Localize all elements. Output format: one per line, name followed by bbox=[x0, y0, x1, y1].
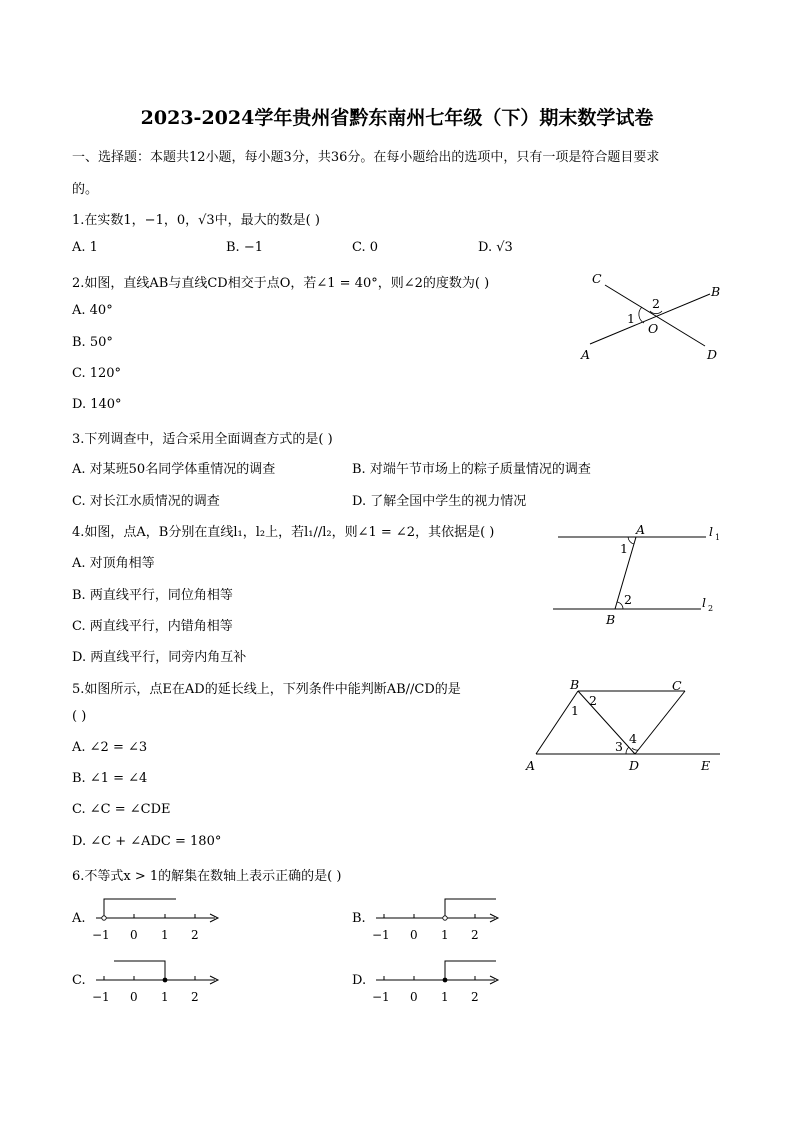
open-endpoint bbox=[102, 916, 106, 920]
q4-option-c[interactable]: C. 两直线平行，内错角相等 bbox=[72, 619, 233, 634]
question-text: 如图所示，点E在AD的延长线上，下列条件中能判断AB//CD的是 bbox=[84, 682, 461, 697]
question-text: 如图，直线AB与直线CD相交于点O，若∠1 = 40°，则∠2的度数为( ) bbox=[84, 276, 490, 291]
question-number: 6. bbox=[72, 869, 85, 884]
tick-label: −1 bbox=[372, 990, 390, 1004]
question-number: 5. bbox=[72, 682, 85, 697]
open-endpoint bbox=[443, 916, 447, 920]
segment-ab bbox=[536, 691, 578, 754]
q3-option-c[interactable]: C. 对长江水质情况的调查 bbox=[72, 494, 220, 509]
angle-3-label: 3 bbox=[615, 739, 623, 754]
section-header-line2: 的。 bbox=[72, 182, 99, 197]
label-l2-subscript: 2 bbox=[708, 604, 714, 613]
angle-1-label: 1 bbox=[627, 311, 635, 326]
label-l1-subscript: 1 bbox=[715, 533, 721, 542]
q1-option-d[interactable]: D. √3 bbox=[478, 240, 513, 255]
section-header-line1: 一、选择题：本题共12小题，每小题3分，共36分。在每小题给出的选项中，只有一项是符合题目要求 bbox=[72, 150, 660, 165]
label-b: B bbox=[711, 284, 721, 299]
closed-endpoint bbox=[443, 978, 448, 983]
q2-option-d[interactable]: D. 140° bbox=[72, 397, 122, 412]
q2-option-c[interactable]: C. 120° bbox=[72, 366, 122, 381]
question-4 bbox=[72, 521, 494, 540]
angle-2-label: 2 bbox=[652, 296, 660, 311]
label-c: C bbox=[592, 271, 602, 286]
label-d: D bbox=[707, 347, 718, 362]
q6-option-b-label[interactable]: B. bbox=[352, 911, 366, 926]
q3-option-b[interactable]: B. 对端午节市场上的粽子质量情况的调查 bbox=[352, 462, 591, 477]
tick-label: 2 bbox=[471, 928, 479, 942]
q6-option-c-label[interactable]: C. bbox=[72, 973, 86, 988]
solution-bracket bbox=[445, 899, 496, 918]
angle-1-arc bbox=[628, 537, 634, 544]
q5-option-b[interactable]: B. ∠1 = ∠4 bbox=[72, 771, 148, 786]
q6-option-d-number-line[interactable] bbox=[368, 955, 508, 1007]
q4-option-b[interactable]: B. 两直线平行，同位角相等 bbox=[72, 588, 233, 603]
question-number: 2. bbox=[72, 276, 85, 291]
question-5-bracket: ( ) bbox=[72, 709, 87, 724]
tick-label: 0 bbox=[410, 990, 418, 1004]
label-a: A bbox=[526, 758, 536, 773]
angle-1-label: 1 bbox=[571, 703, 579, 718]
q5-option-a[interactable]: A. ∠2 = ∠3 bbox=[72, 740, 148, 755]
tick-label: 1 bbox=[441, 990, 449, 1004]
angle-4-label: 4 bbox=[629, 731, 637, 746]
q2-option-a[interactable]: A. 40° bbox=[72, 303, 113, 318]
tick-label: 2 bbox=[191, 928, 199, 942]
angle-2-label: 2 bbox=[589, 693, 597, 708]
q6-option-d-label[interactable]: D. bbox=[352, 973, 367, 988]
label-o: O bbox=[648, 321, 659, 336]
question-text: 下列调查中，适合采用全面调查方式的是( ) bbox=[84, 432, 333, 447]
angle-3-arc bbox=[626, 747, 629, 754]
label-b: B bbox=[606, 612, 616, 627]
q4-parallel-lines-figure bbox=[548, 518, 728, 630]
tick-label: 1 bbox=[441, 928, 449, 942]
tick-label: 0 bbox=[130, 990, 138, 1004]
tick-label: 0 bbox=[130, 928, 138, 942]
solution-bracket bbox=[114, 961, 165, 980]
question-5 bbox=[72, 678, 461, 697]
tick-label: −1 bbox=[372, 928, 390, 942]
angle-1-label: 1 bbox=[620, 541, 628, 556]
label-e: E bbox=[701, 758, 711, 773]
question-2 bbox=[72, 272, 489, 291]
angle-1-arc bbox=[639, 307, 644, 323]
angle-2-arc bbox=[617, 602, 623, 609]
question-3 bbox=[72, 428, 333, 447]
question-number: 3. bbox=[72, 432, 85, 447]
q1-option-c[interactable]: C. 0 bbox=[352, 240, 379, 255]
q5-option-d[interactable]: D. ∠C + ∠ADC = 180° bbox=[72, 834, 222, 849]
question-1 bbox=[72, 209, 320, 228]
label-d: D bbox=[629, 758, 640, 773]
label-l2: l bbox=[702, 595, 706, 610]
angle-2-label: 2 bbox=[624, 592, 632, 607]
line-cd bbox=[605, 285, 705, 346]
tick-label: 0 bbox=[410, 928, 418, 942]
angle-4-arc bbox=[632, 748, 638, 750]
tick-label: −1 bbox=[92, 990, 110, 1004]
tick-label: 1 bbox=[161, 990, 169, 1004]
segment-cd bbox=[635, 691, 685, 754]
tick-label: 1 bbox=[161, 928, 169, 942]
q6-option-a-label[interactable]: A. bbox=[72, 911, 86, 926]
page-title: 2023-2024学年贵州省黔东南州七年级（下）期末数学试卷 bbox=[140, 107, 654, 129]
question-text: 如图，点A，B分别在直线l₁，l₂上，若l₁//l₂，则∠1 = ∠2，其依据是( ) bbox=[84, 525, 495, 540]
question-text: 不等式x > 1的解集在数轴上表示正确的是( ) bbox=[84, 869, 342, 884]
q1-option-b[interactable]: B. −1 bbox=[226, 240, 263, 255]
label-l1: l bbox=[709, 524, 713, 539]
q3-option-d[interactable]: D. 了解全国中学生的视力情况 bbox=[352, 494, 527, 509]
q6-option-b-number-line[interactable] bbox=[368, 893, 508, 945]
q6-option-a-number-line[interactable] bbox=[88, 893, 228, 945]
question-number: 1. bbox=[72, 213, 85, 228]
q5-option-c[interactable]: C. ∠C = ∠CDE bbox=[72, 802, 171, 817]
solution-bracket bbox=[445, 961, 496, 980]
tick-label: −1 bbox=[92, 928, 110, 942]
question-text: 在实数1，−1，0，√3中，最大的数是( ) bbox=[84, 213, 320, 228]
q6-option-c-number-line[interactable] bbox=[88, 955, 228, 1007]
q4-option-d[interactable]: D. 两直线平行，同旁内角互补 bbox=[72, 650, 247, 665]
q2-option-b[interactable]: B. 50° bbox=[72, 335, 113, 350]
q4-option-a[interactable]: A. 对顶角相等 bbox=[72, 556, 155, 571]
label-a: A bbox=[636, 522, 646, 537]
line-ab bbox=[590, 294, 710, 344]
tick-label: 2 bbox=[191, 990, 199, 1004]
q2-intersecting-lines-figure bbox=[570, 266, 730, 366]
q5-parallelogram-figure bbox=[520, 675, 725, 775]
label-c: C bbox=[672, 678, 682, 693]
label-a: A bbox=[581, 347, 591, 362]
question-6 bbox=[72, 865, 341, 884]
question-number: 4. bbox=[72, 525, 85, 540]
tick-label: 2 bbox=[471, 990, 479, 1004]
q1-option-a[interactable]: A. 1 bbox=[72, 240, 98, 255]
label-b: B bbox=[570, 677, 580, 692]
segment-bd bbox=[578, 691, 635, 754]
q3-option-a[interactable]: A. 对某班50名同学体重情况的调查 bbox=[72, 462, 276, 477]
closed-endpoint bbox=[163, 978, 168, 983]
